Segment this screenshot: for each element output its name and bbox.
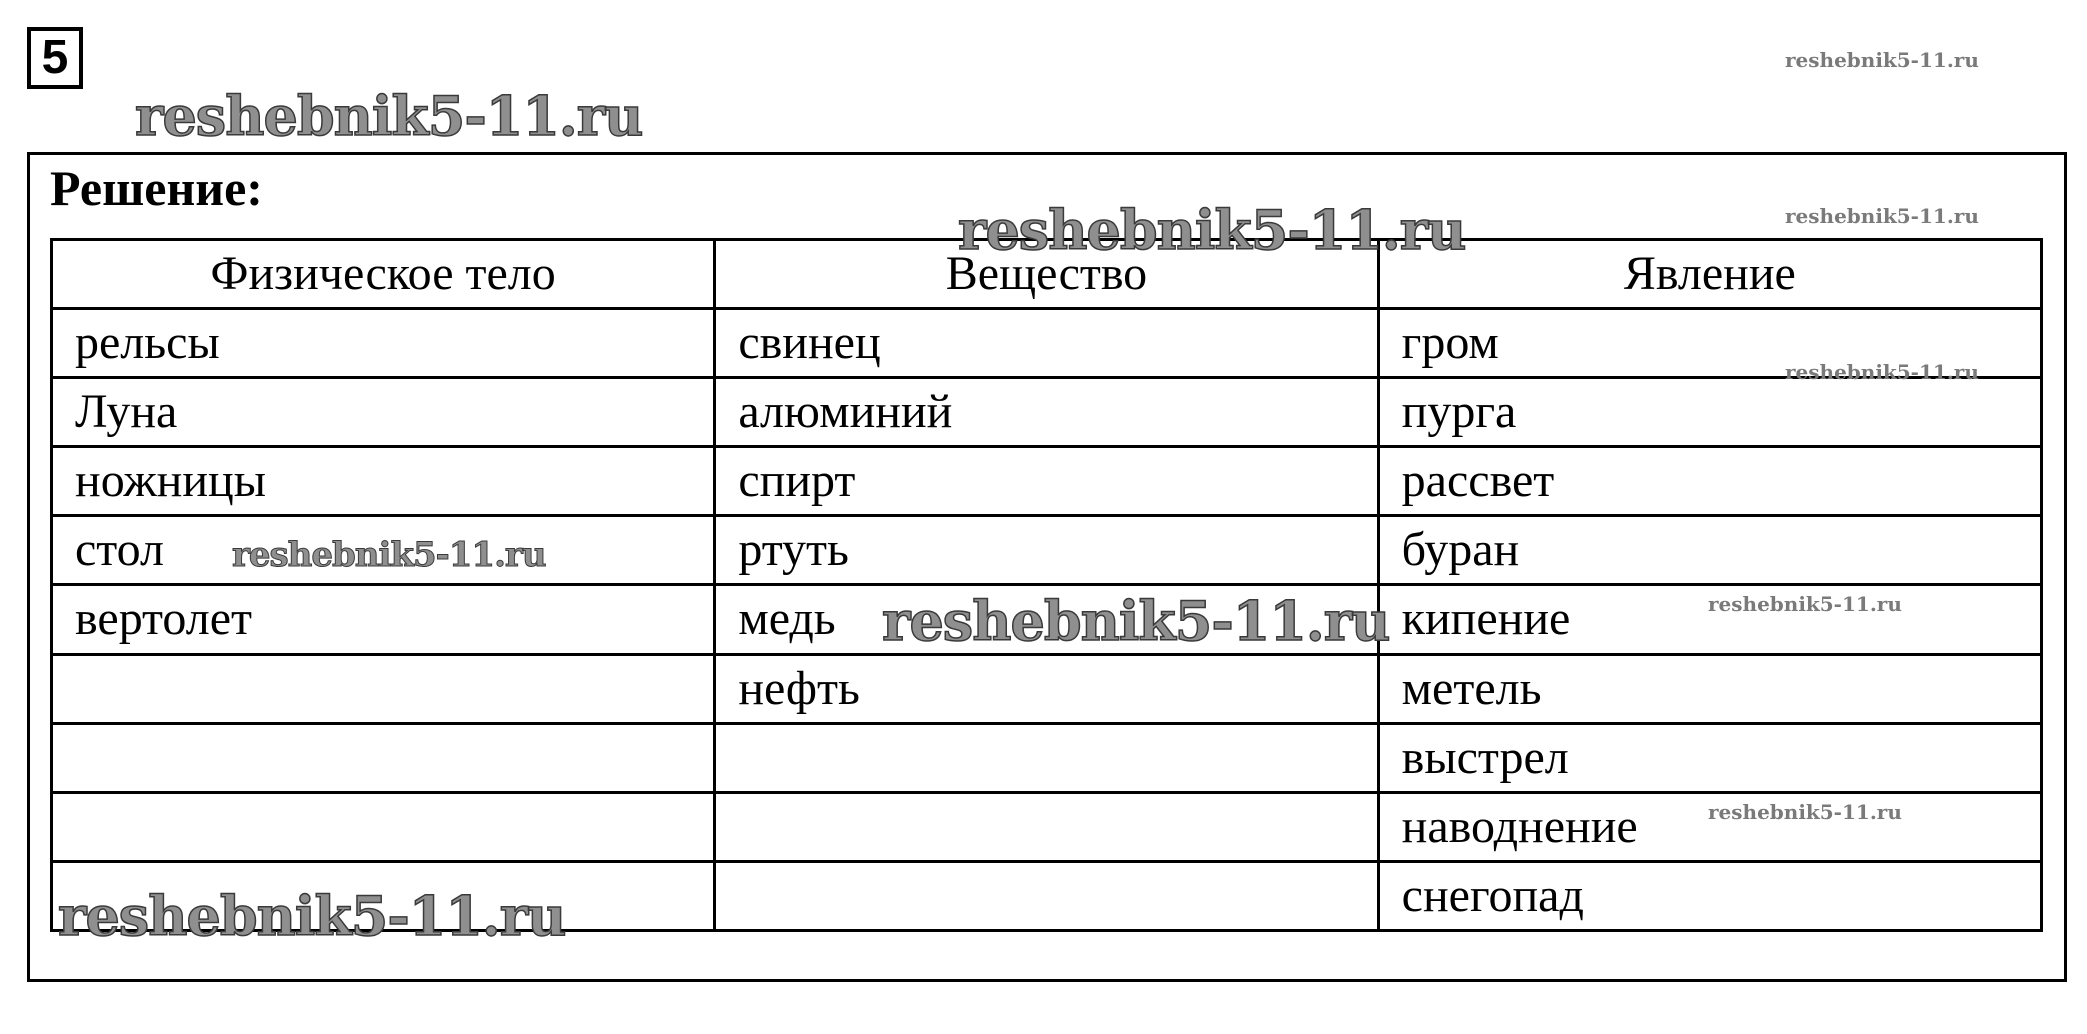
table-row [52,792,2042,861]
watermark: reshebnik5-11.ru [1708,800,1902,824]
watermark: reshebnik5-11.ru [882,589,1390,653]
table-cell [52,792,715,861]
table-cell: Луна [52,378,715,447]
task-number: 5 [41,31,69,84]
table-cell: выстрел [1378,723,2041,792]
task-number-box [27,27,83,89]
header-substance: Вещество [715,240,1378,309]
solution-heading: Решение: [50,160,263,216]
table-cell: рельсы [52,309,715,378]
table-cell: свинец [715,309,1378,378]
table-cell: ножницы [52,447,715,516]
table-header-row [52,240,2042,309]
header-phenomenon: Явление [1378,240,2041,309]
watermark: reshebnik5-11.ru [232,535,546,575]
header-physical-body: Физическое тело [52,240,715,309]
table-row [52,861,2042,930]
table-row [52,723,2042,792]
table-row [52,378,2042,447]
watermark: reshebnik5-11.ru [1785,360,1979,384]
table-cell [715,792,1378,861]
table-cell: снегопад [1378,861,2041,930]
table-cell: наводнение [1378,792,2041,861]
table-cell: гром [1378,309,2041,378]
watermark: reshebnik5-11.ru [1708,592,1902,616]
classification-table [50,238,2043,932]
watermark: reshebnik5-11.ru [958,198,1466,262]
table-cell [52,654,715,723]
table-cell: алюминий [715,378,1378,447]
table-cell [715,723,1378,792]
table-cell: буран [1378,516,2041,585]
table-cell: ртуть [715,516,1378,585]
table-cell: вертолет [52,585,715,654]
table-cell: медь [715,585,1378,654]
table-cell: кипение [1378,585,2041,654]
table-row [52,447,2042,516]
table-cell: спирт [715,447,1378,516]
table-row [52,309,2042,378]
table-row [52,585,2042,654]
table-cell [715,861,1378,930]
watermark: reshebnik5-11.ru [1785,204,1979,228]
table-cell: рассвет [1378,447,2041,516]
watermark: reshebnik5-11.ru [1785,48,1979,72]
table-row [52,654,2042,723]
table-cell: пурга [1378,378,2041,447]
watermark: reshebnik5-11.ru [58,884,566,948]
table-cell [52,723,715,792]
watermark: reshebnik5-11.ru [135,84,643,148]
table-cell: нефть [715,654,1378,723]
table-cell [52,861,715,930]
table-cell: стол [52,516,715,585]
table-cell: метель [1378,654,2041,723]
table-row [52,516,2042,585]
